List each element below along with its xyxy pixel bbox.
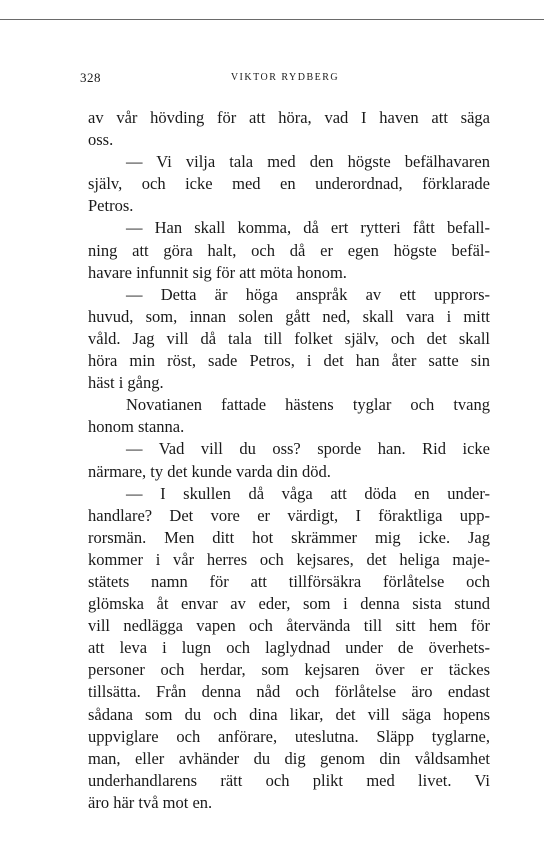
- text-line: oss.: [88, 130, 114, 150]
- text-line: — I skullen då våga att döda en under-: [126, 483, 490, 503]
- page-number: 328: [80, 70, 101, 85]
- text-line: själv, och icke med en underordnad, förklarade: [88, 174, 490, 194]
- text-line: huvud, som, innan solen gått ned, skall vara i mitt: [88, 306, 490, 326]
- text-line: havare infunnit sig för att möta honom.: [88, 262, 347, 282]
- text-line: häst i gång.: [88, 373, 164, 393]
- text-line: uppviglare och anförare, uteslutna. Släpp tyglarne,: [88, 726, 490, 746]
- text-line: glömska åt envar av eder, som i denna sista stund: [88, 594, 490, 614]
- text-line: tillsätta. Från denna nåd och förlåtelse äro endast: [88, 682, 490, 702]
- text-line: vill nedlägga vapen och återvända till sitt hem för: [88, 616, 490, 636]
- text-line: — Vad vill du oss? sporde han. Rid icke: [126, 439, 490, 459]
- running-head: VIKTOR RYDBERG: [230, 72, 340, 83]
- text-line: ning att göra halt, och då er egen högste befäl-: [88, 240, 490, 260]
- text-line: rorsmän. Men ditt hot skrämmer mig icke. Jag: [88, 527, 490, 547]
- text-line: närmare, ty det kunde varda din död.: [88, 461, 331, 481]
- body-text: [88, 107, 490, 814]
- text-line: — Detta är höga anspråk av ett upprors-: [126, 284, 490, 304]
- text-line: honom stanna.: [88, 417, 185, 437]
- text-line: att leva i lugn och laglydnad under de överhets-: [88, 638, 490, 658]
- text-line: — Han skall komma, då ert rytteri fått befall-: [126, 218, 490, 238]
- page-header: [80, 70, 490, 90]
- text-line: Novatianen fattade hästens tyglar och tvang: [126, 395, 490, 415]
- text-line: — Vi vilja tala med den högste befälhavaren: [126, 152, 490, 172]
- text-line: våld. Jag vill då tala till folket själv, och det skall: [88, 328, 490, 348]
- text-line: äro här två mot en.: [88, 792, 213, 812]
- text-line: sådana som du och dina likar, det vill säga hopens: [88, 704, 490, 724]
- text-line: man, eller avhänder du dig genom din våldsamhet: [88, 748, 490, 768]
- top-rule: [0, 19, 544, 20]
- text-line: kommer i vår herres och kejsares, det heliga maje-: [88, 549, 490, 569]
- text-line: höra min röst, sade Petros, i det han åter satte sin: [88, 351, 490, 371]
- text-line: underhandlarens rätt och plikt med livet. Vi: [88, 770, 490, 790]
- text-line: stätets namn för att tillförsäkra förlåtelse och: [88, 571, 490, 591]
- text-line: handlare? Det vore er värdigt, I föraktliga upp-: [88, 505, 490, 525]
- text-line: av vår hövding för att höra, vad I haven att säga: [88, 108, 490, 127]
- text-line: personer och herdar, som kejsaren över er täckes: [88, 660, 490, 680]
- text-line: Petros.: [88, 196, 134, 216]
